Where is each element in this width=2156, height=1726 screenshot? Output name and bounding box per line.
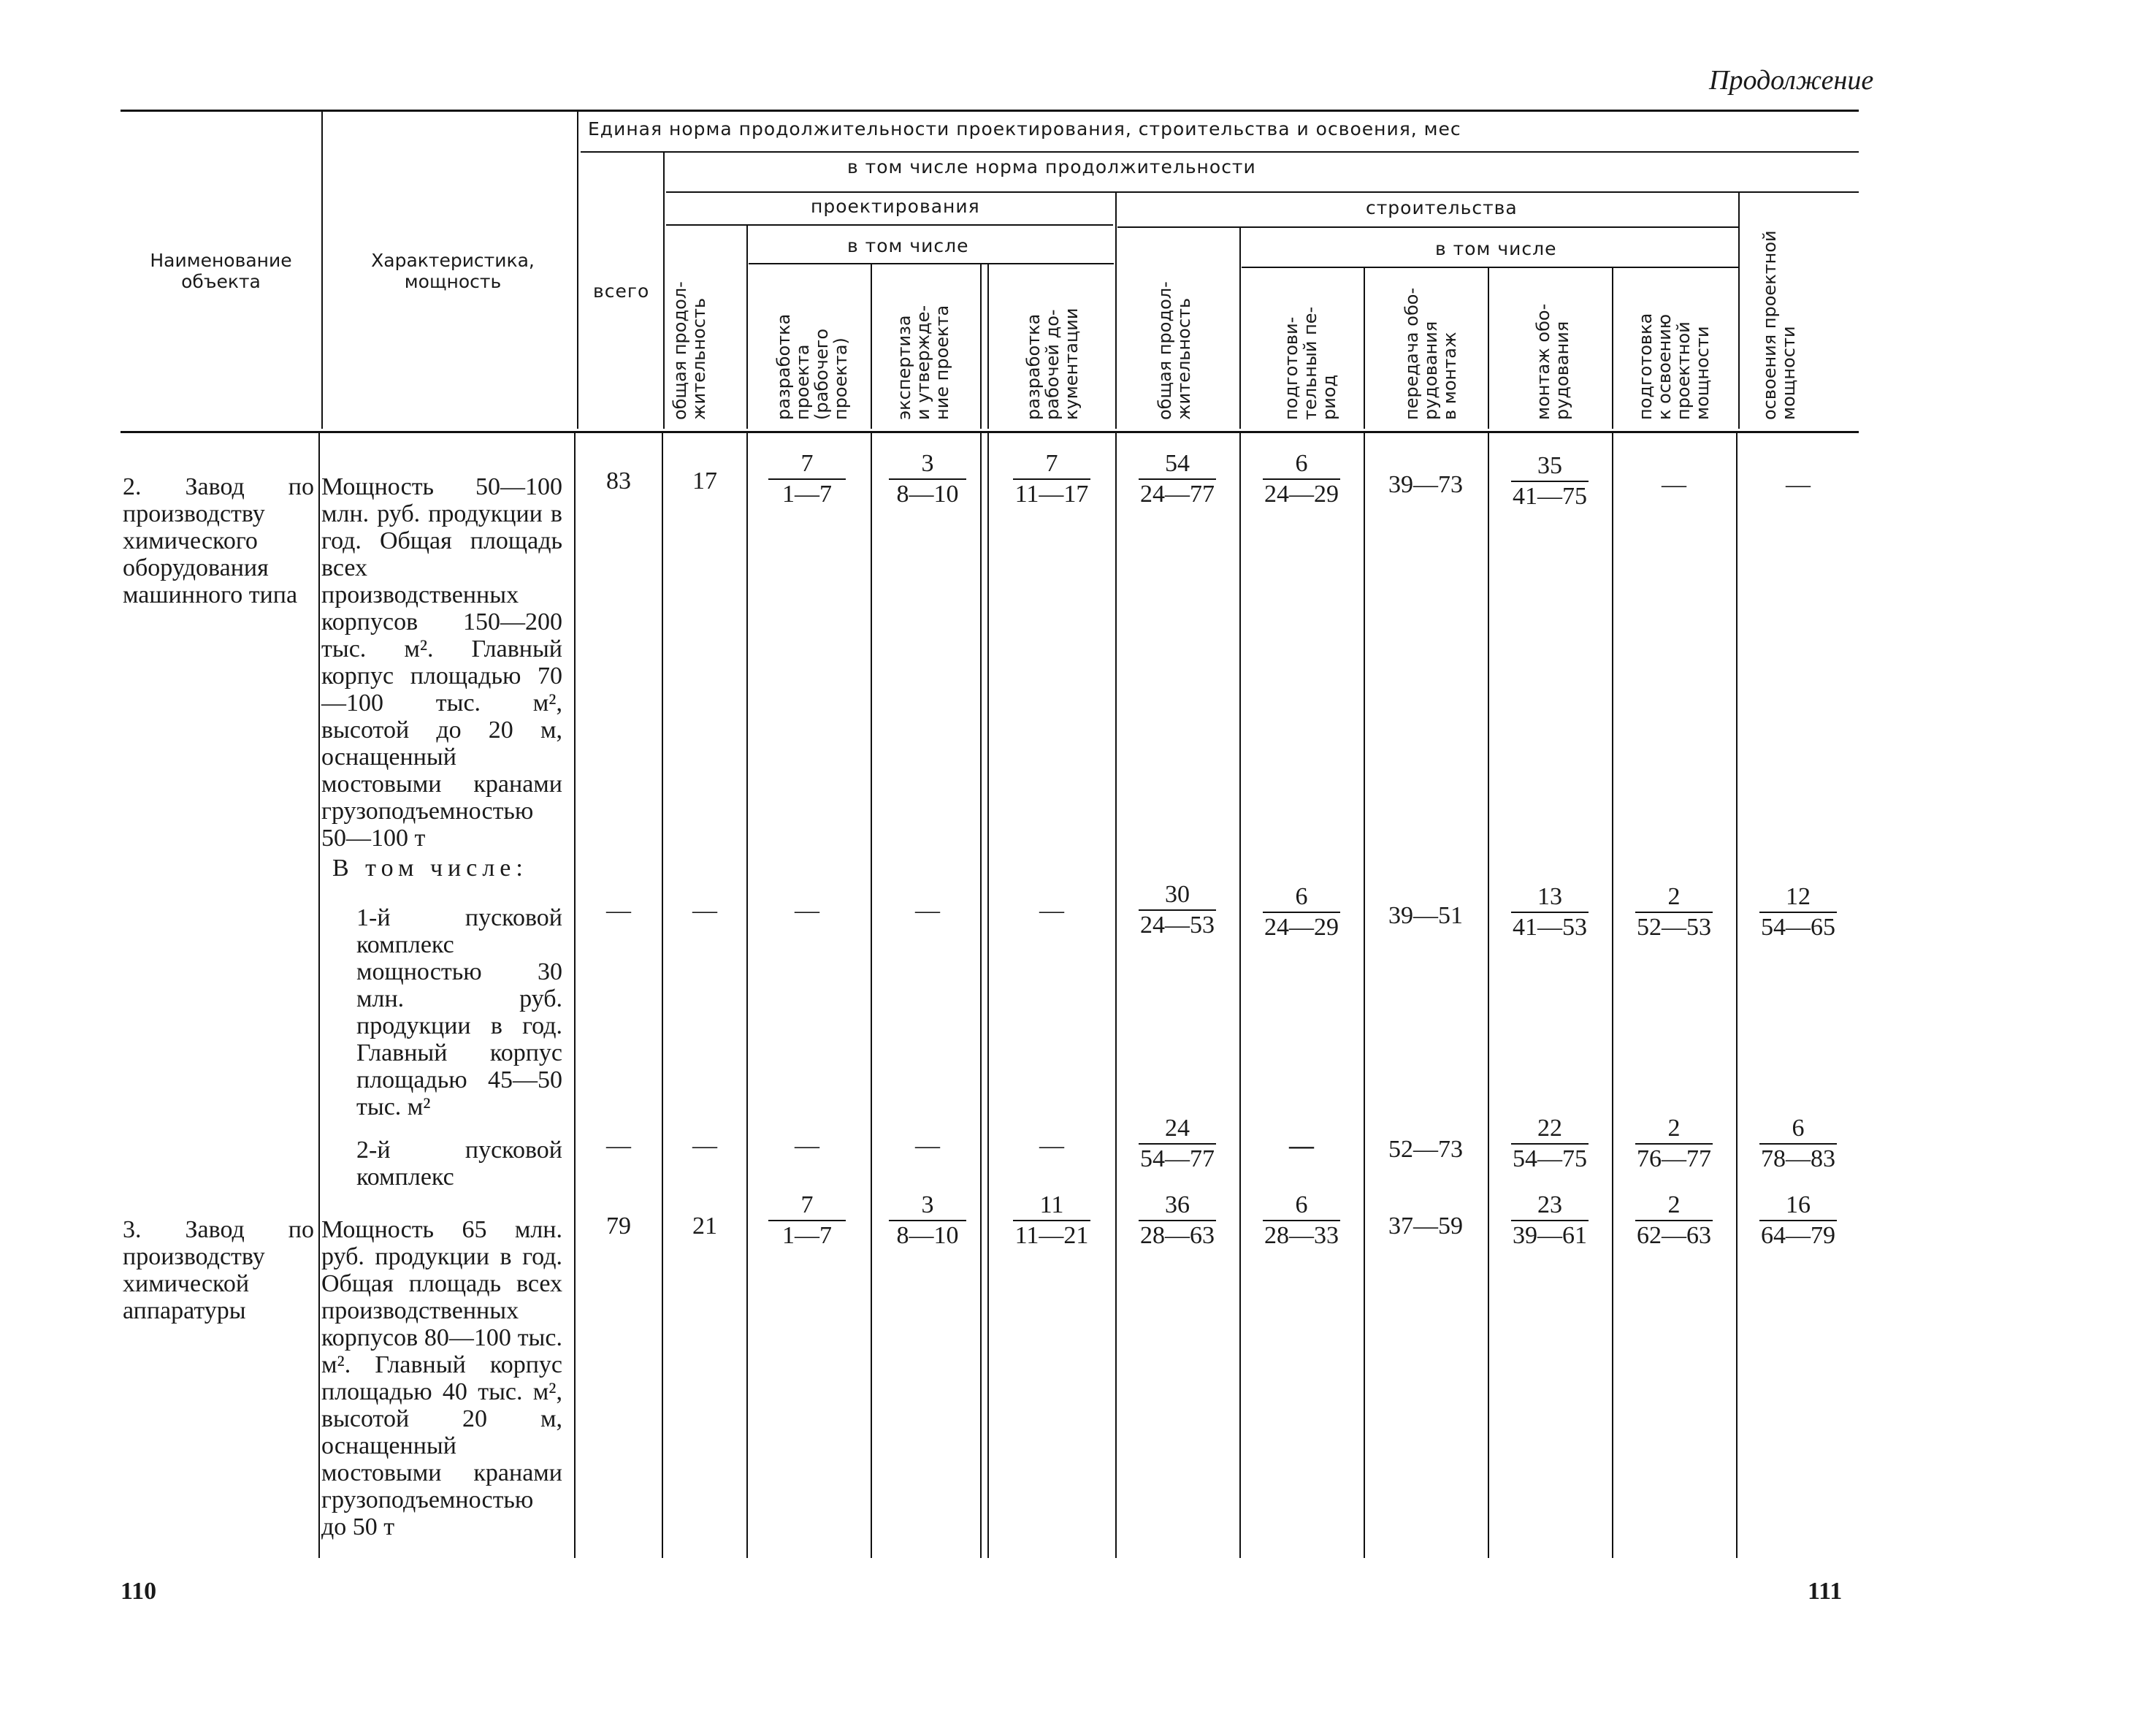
- v-name-char-head: [321, 111, 323, 429]
- launch2-design-total: —: [692, 1132, 717, 1159]
- v-expert-body-2: [987, 433, 989, 1558]
- v-prepm-master-body: [1736, 433, 1738, 1558]
- rot-constr-total: общая продол- жительность: [1155, 281, 1194, 420]
- launch1-master: 12 54—65: [1761, 883, 1835, 941]
- launch2-characteristic: 2-й пусковой комплекс: [356, 1137, 562, 1191]
- launch1-mount: 13 41—53: [1513, 883, 1587, 941]
- row2-dev-proj: 7 1—7: [752, 449, 862, 509]
- row3-object-name: 3. Завод по производству химической аппаратуры: [123, 1216, 314, 1324]
- rot-work-doc: разработка рабочей до- кументации: [1023, 308, 1082, 420]
- launch2-dev-proj: —: [795, 1132, 819, 1159]
- v-transfer-mount-body: [1488, 433, 1489, 1558]
- v-name-char-body: [318, 433, 320, 1558]
- v-master-head: [1738, 193, 1740, 429]
- v-mount-prepm-body: [1612, 433, 1613, 1558]
- row3-design-total: 21: [692, 1213, 717, 1240]
- rot-equip-mount: монтаж обо- рудования: [1533, 303, 1572, 420]
- v-total-design-body: [662, 433, 663, 1558]
- row3-prep: 6 28—33: [1264, 1191, 1339, 1249]
- row2-design-total: 17: [692, 467, 717, 494]
- header-construction: строительства: [1366, 197, 1518, 218]
- launch1-constr-total: 30 24—53: [1140, 881, 1215, 939]
- header-design-incl: в том числе: [847, 235, 969, 256]
- row3-expertise: 3 8—10: [873, 1191, 982, 1250]
- page-number-left: 110: [121, 1578, 157, 1605]
- row3-mount: 23 39—61: [1513, 1191, 1587, 1249]
- rule-top-title: [581, 151, 1859, 153]
- row2-work-doc: 7 11—17: [997, 449, 1106, 509]
- rule-design-incl: [749, 263, 1114, 264]
- v-total-design-head: [663, 151, 665, 429]
- row2-total: 83: [606, 467, 631, 494]
- top-rule: [121, 110, 1859, 112]
- launch1-characteristic: 1-й пусковой комплекс мощностью 30 млн. руб. продукции в год. Главный корпус площадью 45—50 тыс. м²: [356, 904, 562, 1120]
- launch2-prep-master: 2 76—77: [1637, 1115, 1711, 1172]
- v-design-devproj-body: [746, 433, 748, 1558]
- v-constr-sub-head: [1239, 228, 1241, 429]
- row2-prep: 6 24—29: [1264, 450, 1339, 508]
- launch1-transfer: 39—51: [1388, 902, 1463, 929]
- launch1-expertise: —: [915, 897, 940, 924]
- rot-mastering: освоения проектной мощности: [1759, 230, 1799, 420]
- v-constr-prep-body: [1239, 433, 1241, 1558]
- launch2-prep: —: [1289, 1132, 1314, 1159]
- rot-equip-transfer: передача обо- рудования в монтаж: [1402, 287, 1460, 420]
- v-expert-head-2: [987, 264, 989, 429]
- rule-construction-incl: [1242, 267, 1738, 268]
- launch1-total: —: [606, 897, 631, 924]
- row3-work-doc: 11 11—21: [997, 1191, 1106, 1250]
- rot-design-total: общая продол- жительность: [670, 281, 709, 420]
- v-devproj-expert-body: [871, 433, 872, 1558]
- v-prep-head: [1364, 268, 1365, 429]
- v-mount-head: [1612, 268, 1613, 429]
- launch2-work-doc: —: [1039, 1132, 1064, 1159]
- launch2-expertise: —: [915, 1132, 940, 1159]
- rule-design: [666, 224, 1113, 226]
- header-bottom-rule: [121, 431, 1859, 433]
- row2-prep-master: —: [1662, 471, 1686, 498]
- rule-incl-norm: [666, 191, 1859, 193]
- header-total: всего: [593, 280, 650, 302]
- header-design: проектирования: [811, 196, 980, 217]
- row2-master: —: [1786, 471, 1811, 498]
- v-expert-body: [980, 433, 982, 1558]
- row3-master: 16 64—79: [1761, 1191, 1835, 1249]
- header-unified-norm: Единая норма продолжительности проектирования, строительства и освоения, мес: [588, 118, 1461, 140]
- row3-characteristic: Мощность 65 млн. руб. продукции в год. Общая площадь всех производственных корпусов 80—100 тыс. м². Главный корпус площадью 40 тыс. м², высотой 20 м, оснащенный мостовыми кранами грузоподъемностью до 50 т: [321, 1216, 562, 1540]
- header-object-name: Наименование объекта: [150, 250, 292, 292]
- launch1-design-total: —: [692, 897, 717, 924]
- page-number-right: 111: [1808, 1578, 1843, 1605]
- row2-transfer: 39—73: [1388, 471, 1463, 498]
- rot-prep-period: подготови- тельный пе- риод: [1281, 306, 1339, 420]
- row2-constr-total: 54 24—77: [1140, 450, 1215, 508]
- continuation-label: Продолжение: [1709, 65, 1874, 96]
- v-char-total-head: [577, 111, 578, 429]
- v-workdoc-constr-body: [1115, 433, 1117, 1558]
- launch2-master: 6 78—83: [1761, 1115, 1835, 1172]
- rot-dev-project: разработка проекта (рабочего проекта): [773, 313, 851, 420]
- row2-characteristic: Мощность 50—100 млн. руб. продукции в год. Общая площадь всех производственных корпусов 150—200 тыс. м². Главный корпус площадью 70—100 тыс. м², высотой до 20 м, оснащенный мостовыми кранами грузоподъемностью 50—100 т: [321, 473, 562, 852]
- sub-heading: В том числе:: [332, 855, 528, 882]
- header-construction-incl: в том числе: [1435, 238, 1557, 259]
- launch1-work-doc: —: [1039, 897, 1064, 924]
- row2-mount: 35 41—75: [1513, 452, 1587, 510]
- launch2-constr-total: 24 54—77: [1140, 1115, 1215, 1172]
- v-transfer-head: [1488, 268, 1489, 429]
- launch2-mount: 22 54—75: [1513, 1115, 1587, 1172]
- launch1-dev-proj: —: [795, 897, 819, 924]
- rot-expertise: экспертиза и утвержде- ние проекта: [894, 305, 952, 420]
- launch2-total: —: [606, 1132, 631, 1159]
- row2-expertise: 3 8—10: [873, 449, 982, 509]
- row3-total: 79: [606, 1213, 631, 1240]
- row3-dev-proj: 7 1—7: [752, 1191, 862, 1250]
- launch1-prep-master: 2 52—53: [1637, 883, 1711, 941]
- launch2-transfer: 52—73: [1388, 1136, 1463, 1163]
- row2-object-name: 2. Завод по производству химического оборудования машинного типа: [123, 473, 314, 608]
- header-incl-norm: в том числе норма продолжительности: [847, 156, 1256, 177]
- rot-prep-mastering: подготовка к освоению проектной мощности: [1635, 313, 1713, 420]
- row3-transfer: 37—59: [1388, 1213, 1463, 1240]
- launch1-prep: 6 24—29: [1264, 883, 1339, 941]
- v-devproj-head: [871, 264, 872, 429]
- rule-construction: [1117, 226, 1738, 228]
- row3-prep-master: 2 62—63: [1637, 1191, 1711, 1249]
- row3-constr-total: 36 28—63: [1140, 1191, 1215, 1249]
- v-char-total-body: [574, 433, 576, 1558]
- header-characteristic: Характеристика, мощность: [371, 250, 535, 292]
- v-expert-head: [980, 264, 982, 429]
- v-design-sub-head: [746, 226, 748, 429]
- v-design-constr-head: [1115, 193, 1117, 429]
- v-prep-transfer-body: [1364, 433, 1365, 1558]
